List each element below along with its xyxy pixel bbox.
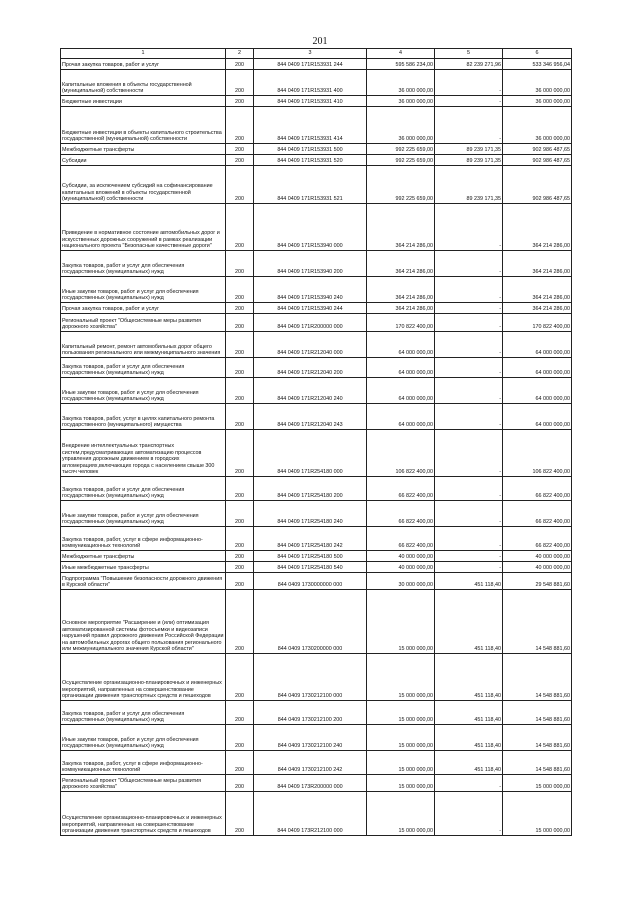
row-name-cell: [61, 775, 226, 792]
row-amount-plan-cell: 364 214 286,00: [367, 277, 435, 303]
row-code-cell: 844 0409 171R153931 500: [254, 144, 367, 155]
row-name-cell: [61, 314, 226, 332]
row-amount-change-cell: -: [435, 527, 503, 551]
row-amount-plan-cell: 30 000 000,00: [367, 573, 435, 590]
row-code-cell: 844 0409 171R212040 240: [254, 378, 367, 404]
row-name-text: Капитальные вложения в объекты государственной (муниципальной) собственности: [62, 81, 192, 95]
row-amount-change-cell: -: [435, 358, 503, 378]
row-name-cell: [61, 70, 226, 96]
row-rzp-cell: 200: [226, 155, 254, 166]
row-amount-plan-cell: 364 214 286,00: [367, 303, 435, 314]
row-amount-change-cell: 82 239 271,96: [435, 59, 503, 70]
row-code-cell: 844 0409 171R212040 000: [254, 332, 367, 358]
row-amount-total-cell: 40 000 000,00: [503, 562, 572, 573]
row-name-cell: [61, 573, 226, 590]
row-rzp-cell: 200: [226, 277, 254, 303]
row-rzp-cell: 200: [226, 792, 254, 836]
row-name-cell: [61, 527, 226, 551]
row-name-text: Подпрограмма "Повышение безопасности дорожного движения в Курской области": [62, 575, 223, 589]
row-amount-plan-cell: 364 214 286,00: [367, 251, 435, 277]
column-header-2: 2: [226, 49, 254, 59]
row-code-cell: 844 0409 171R200000 000: [254, 314, 367, 332]
row-amount-total-cell: 36 000 000,00: [503, 96, 572, 107]
row-name-text: Иные межбюджетные трансферты: [62, 565, 149, 572]
row-code-cell: 844 0409 171R254180 242: [254, 527, 367, 551]
row-name-text: Субсидии, за исключением субсидий на софинансирование капитальных вложений в объекты государственной (муниципальной) собственности: [62, 183, 213, 203]
row-amount-total-cell: 64 000 000,00: [503, 404, 572, 430]
row-amount-total-cell: 40 000 000,00: [503, 551, 572, 562]
table-row: [61, 527, 572, 551]
row-amount-total-cell: 66 822 400,00: [503, 477, 572, 501]
row-name-cell: [61, 303, 226, 314]
row-code-cell: 844 0409 1730212100 000: [254, 654, 367, 701]
column-header-1: 1: [61, 49, 226, 59]
row-amount-total-cell: 66 822 400,00: [503, 501, 572, 527]
row-rzp-cell: 200: [226, 70, 254, 96]
row-rzp-cell: 200: [226, 166, 254, 204]
row-code-cell: 844 0409 171R153940 240: [254, 277, 367, 303]
row-amount-change-cell: -: [435, 332, 503, 358]
row-name-cell: [61, 551, 226, 562]
row-code-cell: 844 0409 171R153940 200: [254, 251, 367, 277]
row-name-text: Бюджетные инвестиции в объекты капитального строительства государственной (муниципальной) собственности: [62, 129, 222, 143]
row-code-cell: 844 0409 171R153931 521: [254, 166, 367, 204]
row-code-cell: 844 0409 171R153931 414: [254, 107, 367, 144]
row-rzp-cell: 200: [226, 96, 254, 107]
row-amount-change-cell: 451 118,40: [435, 590, 503, 654]
column-header-3: 3: [254, 49, 367, 59]
row-amount-total-cell: 64 000 000,00: [503, 378, 572, 404]
row-amount-change-cell: 451 118,40: [435, 725, 503, 751]
table-row: [61, 144, 572, 155]
table-row: [61, 378, 572, 404]
row-name-cell: [61, 358, 226, 378]
row-amount-change-cell: 451 118,40: [435, 573, 503, 590]
row-amount-total-cell: 364 214 286,00: [503, 303, 572, 314]
row-name-text: Субсидии: [62, 158, 87, 165]
row-name-cell: [61, 792, 226, 836]
row-rzp-cell: 200: [226, 332, 254, 358]
row-rzp-cell: 200: [226, 378, 254, 404]
row-amount-total-cell: 364 214 286,00: [503, 251, 572, 277]
row-name-text: Закупка товаров, работ и услуг для обеспечения государственных (муниципальных) нужд: [62, 710, 185, 724]
row-code-cell: 844 0409 1730200000 000: [254, 590, 367, 654]
row-rzp-cell: 200: [226, 477, 254, 501]
row-amount-plan-cell: 66 822 400,00: [367, 527, 435, 551]
row-amount-plan-cell: 992 225 659,00: [367, 166, 435, 204]
row-name-text: Иные закупки товаров, работ и услуг для обеспечения государственных (муниципальных) нужд: [62, 736, 199, 750]
row-amount-change-cell: -: [435, 430, 503, 477]
row-amount-plan-cell: 170 822 400,00: [367, 314, 435, 332]
row-amount-change-cell: -: [435, 251, 503, 277]
row-amount-total-cell: 364 214 286,00: [503, 277, 572, 303]
row-amount-change-cell: -: [435, 107, 503, 144]
row-rzp-cell: 200: [226, 404, 254, 430]
row-name-text: Прочая закупка товаров, работ и услуг: [62, 306, 160, 313]
row-name-cell: [61, 332, 226, 358]
row-code-cell: 844 0409 171R254180 000: [254, 430, 367, 477]
row-rzp-cell: 200: [226, 204, 254, 251]
row-code-cell: 844 0409 171R153940 000: [254, 204, 367, 251]
row-code-cell: 844 0409 171R153931 400: [254, 70, 367, 96]
row-rzp-cell: 200: [226, 562, 254, 573]
row-amount-change-cell: -: [435, 477, 503, 501]
row-amount-total-cell: 64 000 000,00: [503, 358, 572, 378]
table-row: [61, 573, 572, 590]
table-row: [61, 204, 572, 251]
row-rzp-cell: 200: [226, 144, 254, 155]
table-row: [61, 430, 572, 477]
budget-table: [60, 48, 572, 836]
row-amount-change-cell: 89 239 171,35: [435, 166, 503, 204]
table-row: [61, 551, 572, 562]
row-name-text: Региональный проект "Общесистемные меры развития дорожного хозяйства": [62, 777, 202, 791]
row-code-cell: 844 0409 171R153940 244: [254, 303, 367, 314]
row-name-text: Иные закупки товаров, работ и услуг для обеспечения государственных (муниципальных) нужд: [62, 512, 199, 526]
row-amount-change-cell: -: [435, 204, 503, 251]
row-rzp-cell: 200: [226, 701, 254, 725]
row-amount-plan-cell: 992 225 659,00: [367, 144, 435, 155]
row-name-text: Приведение в нормативное состояние автомобильных дорог и искусственных дорожных сооружений в рамках реализации национального проекта "Безопасные качественные дороги": [62, 230, 220, 250]
row-rzp-cell: 200: [226, 107, 254, 144]
row-name-text: Осуществление организационно-планировочных и инженерных мероприятий, направленных на совершенствование организации движения транспортных средств и пешеходов: [62, 815, 222, 835]
row-amount-plan-cell: 992 225 659,00: [367, 155, 435, 166]
row-name-text: Закупка товаров, работ и услуг для обеспечения государственных (муниципальных) нужд: [62, 262, 185, 276]
row-name-cell: [61, 251, 226, 277]
row-amount-total-cell: 15 000 000,00: [503, 792, 572, 836]
row-rzp-cell: 200: [226, 251, 254, 277]
row-code-cell: 844 0409 173R200000 000: [254, 775, 367, 792]
row-name-text: Осуществление организационно-планировочных и инженерных мероприятий, направленных на совершенствование организации движения транспортных средств и пешеходов: [62, 680, 222, 700]
table-row: [61, 562, 572, 573]
table-row: [61, 358, 572, 378]
row-amount-total-cell: 36 000 000,00: [503, 107, 572, 144]
row-amount-plan-cell: 36 000 000,00: [367, 107, 435, 144]
table-row: [61, 332, 572, 358]
row-amount-change-cell: 89 239 171,35: [435, 144, 503, 155]
row-amount-total-cell: 66 822 400,00: [503, 527, 572, 551]
row-amount-plan-cell: 40 000 000,00: [367, 562, 435, 573]
row-rzp-cell: 200: [226, 775, 254, 792]
row-name-cell: [61, 204, 226, 251]
row-amount-plan-cell: 15 000 000,00: [367, 775, 435, 792]
row-amount-total-cell: 14 548 881,60: [503, 701, 572, 725]
row-amount-plan-cell: 36 000 000,00: [367, 70, 435, 96]
row-name-text: Закупка товаров, работ и услуг для обеспечения государственных (муниципальных) нужд: [62, 486, 185, 500]
row-code-cell: 844 0409 171R153931 520: [254, 155, 367, 166]
row-amount-plan-cell: 64 000 000,00: [367, 332, 435, 358]
row-amount-total-cell: 14 548 881,60: [503, 590, 572, 654]
table-row: [61, 59, 572, 70]
row-amount-total-cell: 14 548 881,60: [503, 725, 572, 751]
row-code-cell: 844 0409 171R212040 200: [254, 358, 367, 378]
row-amount-total-cell: 106 822 400,00: [503, 430, 572, 477]
row-amount-total-cell: 902 986 487,65: [503, 166, 572, 204]
row-name-text: Межбюджетные трансферты: [62, 147, 135, 154]
row-amount-plan-cell: 15 000 000,00: [367, 751, 435, 775]
row-rzp-cell: 200: [226, 358, 254, 378]
row-amount-change-cell: 451 118,40: [435, 654, 503, 701]
row-name-text: Основное мероприятие "Расширение и (или) оптимизация автоматизированной системы фотосъемки и видеозаписи нарушений правил дорожного движения Российской Федерации на автомобильных дорогах общего пользования регионального или межмуниципального значения Курской области": [62, 620, 224, 653]
table-row: [61, 701, 572, 725]
row-amount-total-cell: 14 548 881,60: [503, 751, 572, 775]
row-amount-total-cell: 364 214 286,00: [503, 204, 572, 251]
row-amount-plan-cell: 15 000 000,00: [367, 654, 435, 701]
row-rzp-cell: 200: [226, 551, 254, 562]
row-amount-total-cell: 29 548 881,60: [503, 573, 572, 590]
row-amount-change-cell: -: [435, 70, 503, 96]
row-code-cell: 844 0409 171R254180 200: [254, 477, 367, 501]
table-row: [61, 725, 572, 751]
row-amount-change-cell: -: [435, 792, 503, 836]
row-code-cell: 844 0409 1730212100 240: [254, 725, 367, 751]
column-header-5: 5: [435, 49, 503, 59]
row-code-cell: 844 0409 171R153931 410: [254, 96, 367, 107]
row-amount-change-cell: -: [435, 303, 503, 314]
row-amount-plan-cell: 595 586 234,00: [367, 59, 435, 70]
row-name-cell: [61, 562, 226, 573]
row-amount-change-cell: 89 239 171,35: [435, 155, 503, 166]
table-row: [61, 251, 572, 277]
row-name-text: Закупка товаров, работ и услуг для обеспечения государственных (муниципальных) нужд: [62, 363, 185, 377]
table-row: [61, 107, 572, 144]
table-row: [61, 501, 572, 527]
row-rzp-cell: 200: [226, 654, 254, 701]
table-row: [61, 751, 572, 775]
row-name-cell: [61, 155, 226, 166]
row-amount-total-cell: 64 000 000,00: [503, 332, 572, 358]
row-name-cell: [61, 701, 226, 725]
table-row: [61, 96, 572, 107]
row-rzp-cell: 200: [226, 314, 254, 332]
row-amount-plan-cell: 40 000 000,00: [367, 551, 435, 562]
table-row: [61, 590, 572, 654]
row-name-cell: [61, 107, 226, 144]
row-amount-change-cell: -: [435, 551, 503, 562]
row-amount-total-cell: 170 822 400,00: [503, 314, 572, 332]
table-row: [61, 303, 572, 314]
row-amount-plan-cell: 15 000 000,00: [367, 725, 435, 751]
row-name-cell: [61, 277, 226, 303]
row-amount-total-cell: 36 000 000,00: [503, 70, 572, 96]
row-rzp-cell: 200: [226, 751, 254, 775]
page-number: 201: [312, 36, 328, 47]
row-name-text: Региональный проект "Общесистемные меры развития дорожного хозяйства": [62, 317, 202, 331]
row-rzp-cell: 200: [226, 590, 254, 654]
row-name-text: Прочая закупка товаров, работ и услуг: [62, 62, 160, 69]
row-amount-total-cell: 902 986 487,65: [503, 155, 572, 166]
table-row: [61, 775, 572, 792]
row-amount-plan-cell: 106 822 400,00: [367, 430, 435, 477]
row-amount-change-cell: 451 118,40: [435, 701, 503, 725]
row-amount-plan-cell: 15 000 000,00: [367, 701, 435, 725]
row-amount-plan-cell: 15 000 000,00: [367, 590, 435, 654]
row-amount-change-cell: -: [435, 404, 503, 430]
row-amount-change-cell: -: [435, 562, 503, 573]
row-amount-total-cell: 15 000 000,00: [503, 775, 572, 792]
row-rzp-cell: 200: [226, 501, 254, 527]
row-amount-plan-cell: 36 000 000,00: [367, 96, 435, 107]
row-name-text: Закупка товаров, работ, услуг в сфере информационно-коммуникационных технологий: [62, 536, 203, 550]
row-name-cell: [61, 166, 226, 204]
row-rzp-cell: 200: [226, 430, 254, 477]
row-amount-plan-cell: 64 000 000,00: [367, 404, 435, 430]
row-name-text: Межбюджетные трансферты: [62, 554, 135, 561]
row-name-cell: [61, 430, 226, 477]
row-name-text: Внедрение интеллектуальных транспортных систем,предусматривающих автоматизацию процессов управления дорожным движением в городских агломерациях,включающих города с населением свыше 300 тысяч человек: [62, 443, 215, 476]
row-amount-total-cell: 533 346 956,04: [503, 59, 572, 70]
row-amount-plan-cell: 64 000 000,00: [367, 378, 435, 404]
row-rzp-cell: 200: [226, 573, 254, 590]
row-name-cell: [61, 725, 226, 751]
row-name-cell: [61, 59, 226, 70]
row-name-cell: [61, 654, 226, 701]
table-row: [61, 792, 572, 836]
row-code-cell: 844 0409 1730212100 200: [254, 701, 367, 725]
row-code-cell: 844 0409 1730000000 000: [254, 573, 367, 590]
row-amount-change-cell: -: [435, 314, 503, 332]
row-name-cell: [61, 378, 226, 404]
row-name-text: Закупка товаров, работ, услуг в целях капитального ремонта государственного (муниципального) имущества: [62, 415, 215, 429]
row-rzp-cell: 200: [226, 303, 254, 314]
row-amount-plan-cell: 66 822 400,00: [367, 477, 435, 501]
row-amount-change-cell: 451 118,40: [435, 751, 503, 775]
row-name-text: Иные закупки товаров, работ и услуг для обеспечения государственных (муниципальных) нужд: [62, 288, 199, 302]
row-name-cell: [61, 477, 226, 501]
row-name-cell: [61, 501, 226, 527]
table-header-row: [61, 49, 572, 59]
row-code-cell: 844 0409 1730212100 242: [254, 751, 367, 775]
table-row: [61, 166, 572, 204]
row-code-cell: 844 0409 173R212100 000: [254, 792, 367, 836]
table-row: [61, 314, 572, 332]
row-amount-change-cell: -: [435, 277, 503, 303]
table-row: [61, 155, 572, 166]
row-code-cell: 844 0409 171R254180 240: [254, 501, 367, 527]
row-name-text: Капитальный ремонт, ремонт автомобильных дорог общего пользования регионального или межмуниципального значения: [62, 343, 221, 357]
table-row: [61, 654, 572, 701]
row-name-cell: [61, 404, 226, 430]
row-amount-plan-cell: 364 214 286,00: [367, 204, 435, 251]
row-amount-plan-cell: 66 822 400,00: [367, 501, 435, 527]
row-code-cell: 844 0409 171R153931 244: [254, 59, 367, 70]
table-row: [61, 477, 572, 501]
row-name-cell: [61, 96, 226, 107]
row-amount-plan-cell: 64 000 000,00: [367, 358, 435, 378]
row-amount-plan-cell: 15 000 000,00: [367, 792, 435, 836]
row-code-cell: 844 0409 171R254180 540: [254, 562, 367, 573]
column-header-6: 6: [503, 49, 572, 59]
row-rzp-cell: 200: [226, 59, 254, 70]
row-amount-change-cell: -: [435, 775, 503, 792]
column-header-4: 4: [367, 49, 435, 59]
row-amount-change-cell: -: [435, 501, 503, 527]
row-name-text: Закупка товаров, работ, услуг в сфере информационно-коммуникационных технологий: [62, 760, 203, 774]
row-amount-change-cell: -: [435, 378, 503, 404]
row-name-text: Иные закупки товаров, работ и услуг для обеспечения государственных (муниципальных) нужд: [62, 389, 199, 403]
table-row: [61, 277, 572, 303]
row-name-text: Бюджетные инвестиции: [62, 99, 122, 106]
row-code-cell: 844 0409 171R254180 500: [254, 551, 367, 562]
row-amount-total-cell: 14 548 881,60: [503, 654, 572, 701]
row-amount-change-cell: -: [435, 96, 503, 107]
table-row: [61, 404, 572, 430]
row-rzp-cell: 200: [226, 725, 254, 751]
row-amount-total-cell: 902 986 487,65: [503, 144, 572, 155]
row-name-cell: [61, 751, 226, 775]
row-code-cell: 844 0409 171R212040 243: [254, 404, 367, 430]
row-rzp-cell: 200: [226, 527, 254, 551]
row-name-cell: [61, 144, 226, 155]
row-name-cell: [61, 590, 226, 654]
table-row: [61, 70, 572, 96]
